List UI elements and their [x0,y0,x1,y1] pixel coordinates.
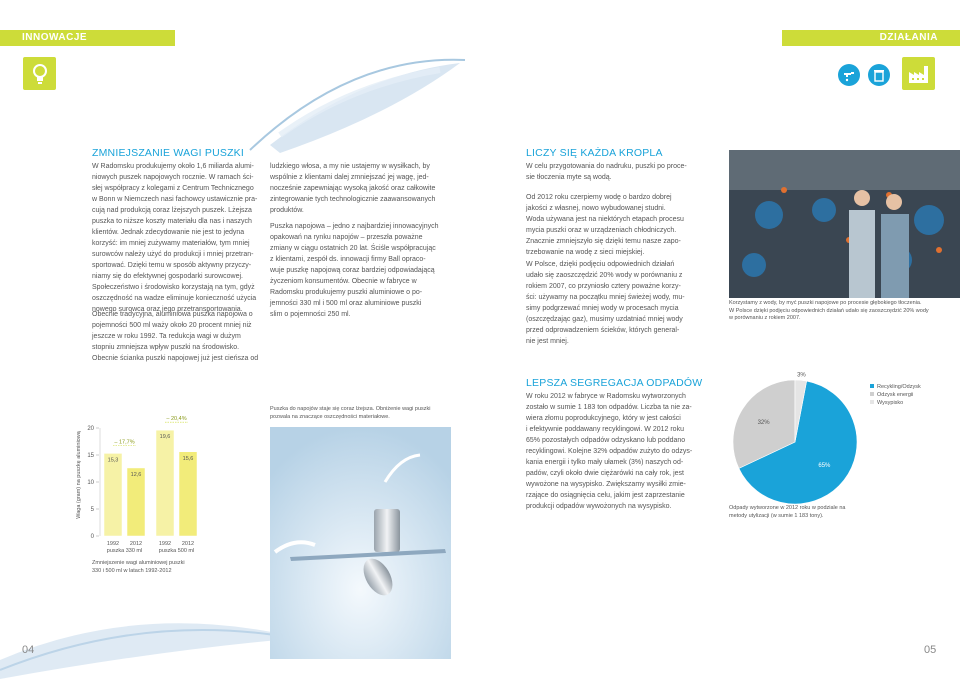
can-balance-photo [270,427,451,659]
heading-can-weight: ZMNIEJSZANIE WAGI PUSZKI [92,147,245,159]
paragraph-mid-1: ludzkiego włosa, a my nie ustajemy w wysiłkach, by wspólnie z klientami dalej zmniejszać jej wagę, jed- nocześnie zapewniając wysoką jakość oraz całkowite zintegrowanie tych technologicznie zaawansowanych produktów. [270,163,436,214]
bar-chart-ytick: 0 [90,534,94,540]
bar-chart-xtick-year: 2012 [181,541,195,547]
page-number-left: 04 [22,644,35,656]
can-weight-bar-chart [72,400,262,570]
bar-chart-caption: Zmniejszenie wagi aluminiowej puszki 330 i 500 ml w latach 1992-2012 [92,560,185,574]
bar-chart-xtick-group: puszka 500 ml [158,548,195,554]
page-number-right: 05 [924,644,937,656]
bar-chart-annotation: – 17,7% [114,439,135,446]
water-tap-icon [838,64,860,86]
bar-chart-bar [104,453,122,536]
recycle-bin-icon [868,64,890,86]
bar-chart-ytick: 5 [90,507,94,513]
bar-chart-xtick-year: 1992 [106,541,120,547]
paragraph-can-weight-1: W Radomsku produkujemy około 1,6 miliarda alumi- niowych puszek napojowych rocznie. W ramach ści- słej współpracy z kolegami z Centrum Technicznego w Bonn w Niemczech nasi fachowcy ustawicznie pra- cują nad produkcją coraz lżejszych puszek. Lżejsza puszka to niższe koszty materiału dla nas i naszych klientów. Jednak zdecydowanie nie jest to jedyna korzyść: im mniej zużywamy materiałów, tym mniej surowców należy użyć do produkcji i mniej przetran- sportować. Dzięki temu w sposób aktywny przyczy- niamy się do efektywnej gospodarki surowcowej. Społeczeństwo i środowisko korzystają na tym, gdyż oszczędność na wadze eliminuje konieczność użycia nowego surowca oraz jego przetransportowania. [92,163,258,313]
bar-chart-ylabel: Waga (gram) na puszkę aluminiową [76,431,82,519]
section-tag-actions: DZIAŁANIA [782,30,960,46]
pie-legend-swatch [870,384,874,388]
pie-legend-swatch [870,400,874,404]
pie-value-label: 32% [757,420,770,427]
heading-waste: LEPSZA SEGREGACJA ODPADÓW [526,377,703,389]
paragraph-can-weight-2: Obecnie tradycyjna, aluminiowa puszka napojowa o pojemności 500 ml waży około 20 procent mniej niż jeszcze w roku 1992. Ta redukcja wagi w dużym stopniu zmniejsza wpływ puszki na środowisko. Obecnie ścianka puszki napojowej już jest cieńsza od [92,311,259,362]
feather-decoration-bottom [0,600,310,679]
bar-chart-bar [179,452,197,536]
paragraph-waste: W roku 2012 w fabryce w Radomsku wytworzonych zostało w sumie 1 183 ton odpadów. Liczba ta nie za- wiera złomu poprodukcyjnego, który w jest całości i efektywnie poddawany recyklingowi. W 2012 roku 65% pozostałych odpadów odzyskano lub poddano recyklingowi. Kolejne 32% odpadów zużyto do odzys- kania energii i tylko mały ułamek (3%) naszych od- padów, czyli około dwie ciężarówki na cały rok, jest wywożone na wysypisko. Zwiększamy wysiłki zmie- rzające do osiągnięcia celu, jakim jest zaprzestanie produkcji odpadów wywożonych na wysypisko. [526,393,693,510]
bar-chart-bar [156,430,174,536]
pie-value-label: 65% [818,462,831,469]
bar-chart-value-label: 15,3 [107,457,119,464]
bar-chart-bar [127,468,145,536]
bar-chart-value-label: 19,6 [159,434,171,441]
section-tag-innovations: INNOWACJE [0,30,175,46]
pie-legend-label: Recykling/Odzysk [877,384,921,390]
paragraph-mid-2: Puszka napojowa – jedno z najbardziej innowacyjnych opakowań na rynku napojów – przeszła poważne zmiany w ciągu ostatnich 20 lat. Ściśle współpracując z klientami, zespół ds. innowacji firmy Ball opraco- wuje puszkę napojową coraz bardziej odpowiadającą życzeniom konsumentów. Obecnie w fabryce w Radomsku produkujemy puszki aluminiowe o po- jemności 330 ml i 500 ml oraz aluminiowe puszki slim o pojemności 250 ml. [270,223,439,318]
bar-chart-annotation: – 20,4% [166,416,187,423]
paragraph-water-1: W celu przygotowania do nadruku, puszki po proce- sie tłoczenia myte są wodą. [526,163,687,181]
heading-water: LICZY SIĘ KAŻDA KROPLA [526,147,663,159]
bar-chart-value-label: 15,6 [182,455,194,462]
pie-legend-label: Wysypisko [877,400,904,406]
paragraph-water-2: Od 2012 roku czerpiemy wodę o bardzo dobrej jakości z własnej, nowo wybudowanej studni. Woda używana jest na niektórych etapach procesu mycia puszki oraz w urządzeniach chłodniczych. Znacznie zmniejszyło się dzięki temu nasze zapo- trzebowanie na wodę z sieci miejskiej. [526,194,684,256]
bar-chart-xtick-group: puszka 330 ml [106,548,143,554]
bar-chart-xtick-year: 2012 [129,541,143,547]
workers-photo-caption: Korzystamy z wody, by myć puszki napojowe po procesie głębokiego tłoczenia. W Polsce dzięki podjęciu odpowiednich działań udało się zaoszczędzić 20% wody w porównaniu z rokiem 2007. [729,300,929,321]
paragraph-water-3: W Polsce, dzięki podjęciu odpowiednich działań udało się zaoszczędzić 20% wody w porównaniu z rokiem 2007, co przyniosło cztery poważne korzy- ści: używamy na początku mniej świeżej wody, mu- simy podgrzewać mniej wody w procesach mycia (oszczędzając gaz), musimy uzdatniać mniej wody przed odprowadzeniem ścieków, których general- nie jest mniej. [526,261,685,345]
bar-chart-value-label: 12,6 [130,471,142,478]
bar-chart-ytick: 20 [87,426,94,432]
bar-chart-ytick: 10 [87,480,94,486]
pie-chart-caption: Odpady wytworzone w 2012 roku w podziale na metody utylizacji (w sumie 1 183 tony). [729,505,846,519]
feather-decoration-top [240,55,470,165]
pie-value-label: 3% [797,372,806,379]
lightbulb-icon [23,57,56,90]
workers-photo [729,150,960,298]
bar-chart-ytick: 15 [87,453,94,459]
waste-pie-chart [720,372,960,512]
can-photo-caption: Puszka do napojów staje się coraz lżejsza. Obniżenie wagi puszki pozwala na znaczące oszczędności materiałowe. [270,406,431,420]
factory-icon [902,57,935,90]
bar-chart-xtick-year: 1992 [158,541,172,547]
pie-legend-swatch [870,392,874,396]
pie-legend-label: Odzysk energii [877,392,914,398]
